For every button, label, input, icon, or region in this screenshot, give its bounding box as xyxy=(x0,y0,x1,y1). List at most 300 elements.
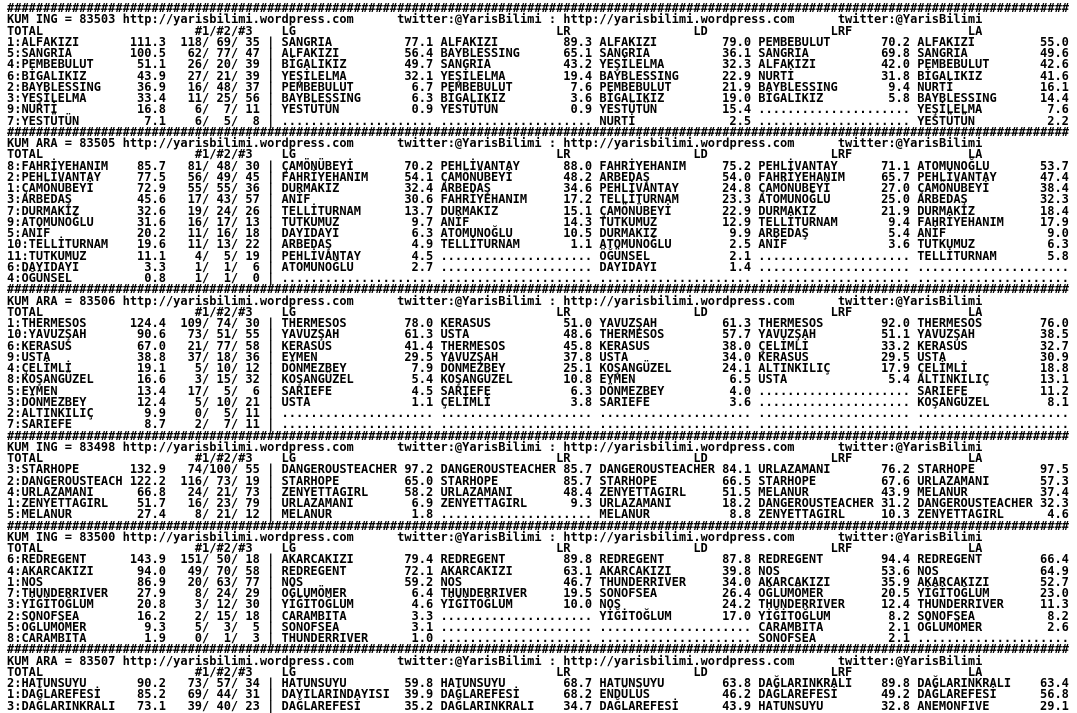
stat-value: 64.9 xyxy=(1040,563,1069,578)
stat-value: 54.1 xyxy=(404,169,434,184)
horse-name: DANGEROUSTEACHER xyxy=(917,496,1033,510)
horse-name: DANGEROUSTEACHER xyxy=(281,462,398,477)
horse-name: KOŞANGÜZEL xyxy=(440,372,513,387)
stat-value: 42.0 xyxy=(881,57,910,72)
horse-name: DAĞLARINKRALI xyxy=(758,676,853,690)
entry-counts: 8/ 24/ 29 xyxy=(180,586,260,600)
column-separator: | xyxy=(267,406,275,420)
horse-name: DAĞLAREFESİ xyxy=(599,698,679,713)
column-separator: | xyxy=(267,57,275,72)
stat-value: 18.8 xyxy=(1040,361,1069,375)
separator-colon: : xyxy=(548,439,557,454)
stat-value: 76.2 xyxy=(881,462,910,477)
entry-counts: 11/ 13/ 22 xyxy=(180,237,260,252)
stat-value: 8.8 xyxy=(729,507,752,522)
column-header-total: TOTAL xyxy=(7,304,44,319)
horse-name: BAYBLESSING xyxy=(758,79,838,94)
column-separator: | xyxy=(267,484,275,499)
stat-value: 6.3 xyxy=(411,91,434,105)
stat-value: 48.4 xyxy=(563,484,593,499)
empty-cell-dots: ..................... xyxy=(599,406,752,420)
entry-rank-name: 1:DAĞLAREFESİ xyxy=(7,687,101,702)
stat-value: 92.0 xyxy=(881,316,910,330)
entry-total: 36.9 xyxy=(137,79,166,94)
stat-value: 53.6 xyxy=(881,563,910,578)
entry-rank-name: 8:KOŞANGÜZEL xyxy=(7,372,94,387)
stat-value: 42.6 xyxy=(1040,57,1069,72)
stat-value: 19.4 xyxy=(563,68,593,83)
empty-cell-dots: ..................... xyxy=(281,417,434,432)
horse-name: THUNDERRIVER xyxy=(599,574,687,589)
horse-name: ZENYETTAGIRL xyxy=(440,496,528,510)
entry-counts: 49/ 70/ 58 xyxy=(180,563,260,578)
horse-name: DANGEROUSTEACHER xyxy=(599,462,715,477)
horse-name: ARBEDAŞ xyxy=(599,169,650,184)
entry-total: 94.0 xyxy=(137,563,166,578)
entry-total: 66.8 xyxy=(137,484,166,499)
stat-value: 24.2 xyxy=(722,597,752,612)
entry-rank-name: 2:DANGEROUSTEACH xyxy=(7,473,123,488)
horse-name: YAVUZŞAH xyxy=(281,327,340,342)
entry-rank-name: 1:ALFAKIZI xyxy=(7,34,80,49)
stat-value: 2.7 xyxy=(411,259,434,274)
stat-value: 89.3 xyxy=(563,34,593,49)
stat-value: 1.8 xyxy=(411,507,434,522)
stat-value: 38.5 xyxy=(1040,327,1069,342)
horse-name: ANİF xyxy=(440,214,470,229)
column-header-lg: LG xyxy=(281,23,296,38)
horse-name: THUNDERRIVER xyxy=(917,597,1004,612)
column-header-lrf: LRF xyxy=(830,23,853,38)
column-header-total: TOTAL xyxy=(7,664,44,679)
column-header-line xyxy=(7,304,1077,319)
stat-value: 77.1 xyxy=(404,34,434,49)
twitter-handle: twitter:@YarisBilimi xyxy=(837,136,983,150)
stats-block xyxy=(7,284,1077,430)
entry-rank-name: 3:DAĞLARINKRALI xyxy=(7,698,116,713)
entry-total: 90.2 xyxy=(137,676,166,690)
stats-block xyxy=(7,518,1077,645)
horse-name: YAVUZŞAH xyxy=(917,327,975,342)
entry-counts: 62/ 77/ 47 xyxy=(180,46,260,60)
horse-name: ARBEDAŞ xyxy=(758,226,809,240)
column-header-ld: LD xyxy=(693,664,708,679)
entry-rank-name: 2:PEHLİVANTAY xyxy=(7,169,101,184)
horse-name: FAHRİYEHANIM xyxy=(440,192,528,207)
horse-name: OĞLUMÖMER xyxy=(281,586,347,600)
column-separator: | xyxy=(267,214,275,229)
entry-total: 86.9 xyxy=(137,574,166,589)
column-header-lrf: LRF xyxy=(830,147,853,162)
horse-name: ÇAMÖNÜBEYİ xyxy=(599,203,672,218)
site-url: http://yarisbilimi.wordpress.com xyxy=(563,12,795,27)
horse-name: YEŞİLELMA xyxy=(599,57,665,72)
horse-name: TELLİTURNAM xyxy=(599,192,679,207)
empty-cell-dots: ..................... xyxy=(440,248,593,263)
horse-name: URLAZAMANI xyxy=(440,484,513,499)
stat-value: 19.0 xyxy=(722,91,752,105)
horse-name: REDREGENT xyxy=(917,552,983,567)
horse-name: ÇAMÖNÜBEYİ xyxy=(758,181,831,195)
horse-name: AKARCAKIZI xyxy=(917,574,990,589)
stat-value: 0.9 xyxy=(570,102,593,117)
stat-value: 13.1 xyxy=(1040,372,1069,387)
entry-rank-name: 5:OĞLUMÖMER xyxy=(7,619,87,634)
stat-value: 97.2 xyxy=(404,462,434,477)
stat-value: 18.2 xyxy=(722,496,752,510)
stat-value: 48.6 xyxy=(563,327,593,342)
empty-cell-dots: ..................... xyxy=(917,406,1069,420)
entry-rank-name: 8:CARAMBITA xyxy=(7,631,87,645)
stat-value: 4.5 xyxy=(411,383,434,398)
column-separator: | xyxy=(267,417,275,432)
entry-rank-name: 9:ATOMUNOĞLU xyxy=(7,214,94,229)
site-url: http://yarisbilimi.wordpress.com xyxy=(122,293,354,308)
stat-value: 2.1 xyxy=(729,248,752,263)
horse-name: FAHRİYEHANIM xyxy=(758,169,845,184)
horse-name: NOS xyxy=(281,574,304,589)
stat-value: 97.5 xyxy=(1040,462,1069,477)
stat-value: 2.2 xyxy=(1047,113,1069,128)
block-header-line xyxy=(7,293,1077,308)
column-separator: | xyxy=(267,102,275,117)
stat-value: 48.2 xyxy=(563,169,593,184)
stat-value: 56.4 xyxy=(404,46,434,60)
column-separator: | xyxy=(267,383,275,398)
column-header-total: TOTAL xyxy=(7,147,44,162)
block-title: KUM ING = 83498 xyxy=(7,439,116,454)
entry-rank-name: 10:TELLİTURNAM xyxy=(7,237,109,252)
horse-name: HATUNSUYU xyxy=(599,676,665,690)
stat-value: 72.1 xyxy=(404,563,434,578)
horse-name: YESTÜTÜN xyxy=(599,102,658,117)
horse-name: MELANUR xyxy=(758,484,809,499)
twitter-handle: twitter:@YarisBilimi xyxy=(397,529,542,544)
horse-name: BİGALIKIZ xyxy=(758,91,824,105)
block-title: KUM ARA = 83507 xyxy=(7,653,116,668)
horse-name: BİGALIKIZ xyxy=(440,91,506,105)
horse-name: ARBEDAŞ xyxy=(440,181,492,195)
divider-line: ################################################################################################################################################### xyxy=(7,642,1070,657)
stat-value: 10.0 xyxy=(563,597,593,612)
horse-name: DURMAKIZ xyxy=(440,203,499,218)
column-header-lr: LR xyxy=(556,304,571,319)
entry-total: 1.9 xyxy=(144,631,166,645)
entry-total: 100.5 xyxy=(129,46,166,60)
horse-name: KERASUS xyxy=(281,338,333,353)
horse-name: USTA xyxy=(758,372,788,387)
stat-value: 32.3 xyxy=(1040,192,1069,207)
stat-value: 10.8 xyxy=(563,372,593,387)
entry-total: 11.1 xyxy=(137,248,166,263)
entry-rank-name: 11:TUTKUMUZ xyxy=(7,248,87,263)
entry-rank-name: 6:DAYIDAYI xyxy=(7,259,80,274)
empty-cell-dots: ..................... xyxy=(281,271,434,285)
stat-value: 53.7 xyxy=(1040,158,1069,173)
column-header-counts: #1/#2/#3 xyxy=(194,664,253,679)
entry-counts: 109/ 74/ 30 xyxy=(180,316,260,330)
entry-total: 67.0 xyxy=(137,338,166,353)
entry-rank-name: 7:DURMAKIZ xyxy=(7,203,80,218)
column-header-lg: LG xyxy=(281,664,296,679)
stat-value: 4.5 xyxy=(411,248,434,263)
empty-cell-dots: ..................... xyxy=(440,417,593,432)
column-header-total: TOTAL xyxy=(7,541,44,555)
stat-value: 3.3 xyxy=(411,608,434,623)
horse-name: ALTINKILIÇ xyxy=(758,361,831,375)
stat-value: 59.2 xyxy=(404,574,434,589)
stat-value: 75.2 xyxy=(722,158,752,173)
site-url: http://yarisbilimi.wordpress.com xyxy=(122,439,354,454)
column-separator: | xyxy=(267,574,275,589)
stat-value: 31.8 xyxy=(881,68,910,83)
column-header-lrf: LRF xyxy=(830,541,853,555)
column-header-lg: LG xyxy=(281,451,296,465)
separator-colon: : xyxy=(548,12,557,27)
section-cell-la xyxy=(917,698,1069,713)
site-url: http://yarisbilimi.wordpress.com xyxy=(563,439,795,454)
horse-name: THERMESOS xyxy=(281,316,347,330)
entry-total: 90.6 xyxy=(137,327,166,342)
section-cell-ld xyxy=(599,698,752,713)
entry-rank-name: 5:SANGRIA xyxy=(7,46,73,60)
horse-name: ÇELİMLİ xyxy=(917,361,968,375)
column-separator: | xyxy=(267,462,275,477)
entry-counts: 118/ 69/ 35 xyxy=(180,34,260,49)
horse-name: ATOMUNOĞLU xyxy=(917,158,990,173)
stat-value: 16.1 xyxy=(1040,79,1069,94)
column-header-ld: LD xyxy=(693,304,708,319)
column-header-lrf: LRF xyxy=(830,451,853,465)
horse-name: SARIEFE xyxy=(599,394,650,409)
stat-value: 78.0 xyxy=(404,316,434,330)
column-separator: | xyxy=(267,631,275,645)
empty-cell-dots: ..................... xyxy=(758,102,910,117)
entry-total: 8.7 xyxy=(144,417,166,432)
horse-name: MELANUR xyxy=(917,484,968,499)
entry-rank-name: 3:DÖNMEZBEY xyxy=(7,394,87,409)
stat-value: 33.2 xyxy=(881,338,910,353)
horse-name: ANEMONFIVE xyxy=(917,698,990,713)
twitter-handle: twitter:@YarisBilimi xyxy=(397,136,542,150)
horse-name: KOŞANGÜZEL xyxy=(599,361,672,375)
column-header-lg: LG xyxy=(281,147,296,162)
horse-name: YEŞİLELMA xyxy=(440,68,506,83)
stat-value: 25.0 xyxy=(881,192,910,207)
stats-block xyxy=(7,3,1077,127)
horse-name: DAYILARINDAYISI xyxy=(281,687,390,702)
horse-name: BİGALIKIZ xyxy=(599,91,665,105)
entry-rank-name: 1:THERMESOS xyxy=(7,316,87,330)
stat-value: 11.3 xyxy=(1040,597,1069,612)
entry-rank-name: 4:URLAZAMANI xyxy=(7,484,94,499)
stat-value: 12.4 xyxy=(881,597,910,612)
horse-name: HATUNSUYU xyxy=(281,676,347,690)
stat-value: 3.6 xyxy=(570,91,593,105)
entry-counts: 69/ 44/ 31 xyxy=(180,687,260,702)
stat-value: 2.1 xyxy=(888,619,910,634)
horse-name: REDREGENT xyxy=(281,563,347,578)
site-url: http://yarisbilimi.wordpress.com xyxy=(122,529,354,544)
stat-value: 26.4 xyxy=(722,586,752,600)
entry-total: 13.4 xyxy=(137,383,166,398)
horse-name: THUNDERRIVER xyxy=(281,631,369,645)
stat-value: 24.1 xyxy=(722,361,752,375)
horse-name: ÇAMÖNÜBEYİ xyxy=(440,169,513,184)
stat-value: 54.0 xyxy=(722,169,752,184)
stat-value: 63.4 xyxy=(1040,676,1069,690)
stat-value: 67.6 xyxy=(881,473,910,488)
horse-name: FAHRİYEHANIM xyxy=(917,214,1004,229)
stat-value: 38.0 xyxy=(722,338,752,353)
column-header-line xyxy=(7,543,1077,554)
stat-value: 34.7 xyxy=(563,698,593,713)
site-url: http://yarisbilimi.wordpress.com xyxy=(563,653,795,668)
column-separator: | xyxy=(267,203,275,218)
horse-name: AKARCAKIZI xyxy=(599,563,672,578)
horse-name: PEMBEBULUT xyxy=(440,79,513,94)
entry-rank-name: 6:REDREGENT xyxy=(7,552,87,567)
stat-value: 4.9 xyxy=(411,237,434,252)
entry-rank-name: 2:BAYBLESSING xyxy=(7,79,101,94)
horse-name: SANGRIA xyxy=(917,46,968,60)
stat-value: 29.5 xyxy=(881,349,910,364)
entry-total: 12.4 xyxy=(137,394,166,409)
stat-value: 32.3 xyxy=(1040,496,1069,510)
stat-value: 56.8 xyxy=(1040,687,1069,702)
stat-value: 68.7 xyxy=(563,676,593,690)
horse-name: URLAZAMANI xyxy=(599,496,672,510)
entry-total: 77.5 xyxy=(137,169,166,184)
stat-value: 51.0 xyxy=(563,316,593,330)
column-header-counts: #1/#2/#3 xyxy=(194,147,253,162)
entry-counts: 73/ 51/ 55 xyxy=(180,327,260,342)
column-separator: | xyxy=(267,496,275,510)
separator-colon: : xyxy=(548,529,557,544)
column-separator: | xyxy=(267,338,275,353)
horse-name: DURMAKIZ xyxy=(758,203,817,218)
stats-block xyxy=(7,124,1077,285)
horse-name: DAĞLAREFESİ xyxy=(917,687,997,702)
stat-value: 21.9 xyxy=(881,203,910,218)
horse-name: THERMESOS xyxy=(599,327,665,342)
stat-value: 23.3 xyxy=(722,192,752,207)
column-header-lr: LR xyxy=(556,541,571,555)
entry-counts: 19/ 24/ 26 xyxy=(180,203,260,218)
horse-name: THERMESOS xyxy=(917,316,983,330)
horse-name: SANGRIA xyxy=(281,34,333,49)
horse-name: SONOFSEA xyxy=(917,608,975,623)
horse-name: KERASUS xyxy=(758,349,809,364)
horse-name: YAVUZŞAH xyxy=(758,327,817,342)
horse-name: AKARCAKIZI xyxy=(758,574,831,589)
horse-name: YİĞİTOĞLUM xyxy=(440,597,513,612)
empty-cell-dots: ..................... xyxy=(440,608,593,623)
stat-value: 14.3 xyxy=(563,214,593,229)
stat-value: 34.6 xyxy=(563,181,593,195)
stat-value: 66.5 xyxy=(722,473,752,488)
column-header-counts: #1/#2/#3 xyxy=(194,541,253,555)
stat-value: 8.2 xyxy=(1047,608,1069,623)
entry-rank-name: 4:PEMBEBULUT xyxy=(7,57,94,72)
horse-name: ÇELİMLİ xyxy=(758,338,809,353)
empty-cell-dots: ..................... xyxy=(440,259,593,274)
horse-name: DAĞLAREFESİ xyxy=(758,687,838,702)
stat-value: 2.6 xyxy=(1047,619,1069,634)
horse-name: DAĞLAREFESİ xyxy=(440,687,520,702)
column-separator: | xyxy=(267,327,275,342)
stat-value: 3.8 xyxy=(570,394,593,409)
column-separator: | xyxy=(267,316,275,330)
entry-total: 111.3 xyxy=(129,34,166,49)
horse-name: PEHLİVANTAY xyxy=(758,158,838,173)
entry-rank-name: 1:NOS xyxy=(7,574,44,589)
horse-name: THUNDERRIVER xyxy=(758,597,845,612)
empty-cell-dots: ..................... xyxy=(758,406,910,420)
column-header-lr: LR xyxy=(556,664,571,679)
column-header-line xyxy=(7,664,1077,679)
column-header-counts: #1/#2/#3 xyxy=(194,451,253,465)
stat-value: 79.0 xyxy=(722,34,752,49)
entry-total: 124.4 xyxy=(129,316,166,330)
stat-value: 89.8 xyxy=(881,676,910,690)
stat-value: 71.1 xyxy=(881,158,910,173)
stat-value: 32.3 xyxy=(722,57,752,72)
horse-name: YESTÜTÜN xyxy=(440,102,499,117)
entry-total: 3.3 xyxy=(144,259,166,274)
column-separator: | xyxy=(267,698,275,713)
horse-name: ÇAMÖNÜBEYİ xyxy=(281,158,354,173)
horse-name: ENDÜLÜS xyxy=(599,687,650,702)
horse-name: KERASUS xyxy=(440,316,492,330)
block-title: KUM ING = 83503 xyxy=(7,12,116,27)
column-separator: | xyxy=(267,237,275,252)
empty-cell-dots: ..................... xyxy=(599,631,752,645)
stat-value: 51.1 xyxy=(881,327,910,342)
block-header-line xyxy=(7,653,1077,668)
stats-block xyxy=(7,644,1077,712)
horse-name: NOS xyxy=(440,574,463,589)
empty-cell-dots: ..................... xyxy=(917,417,1069,432)
stat-value: 79.4 xyxy=(404,552,434,567)
stat-value: 30.6 xyxy=(404,192,434,207)
stat-value: 7.6 xyxy=(1047,102,1069,117)
stats-block xyxy=(7,428,1077,522)
column-header-ld: LD xyxy=(693,23,708,38)
horse-name: ALFAKIZI xyxy=(758,57,817,72)
stat-value: 4.6 xyxy=(1047,507,1069,522)
stat-value: 88.0 xyxy=(563,158,593,173)
stat-value: 35.2 xyxy=(404,698,434,713)
divider-line: ################################################################################################################################################### xyxy=(7,518,1070,533)
column-separator: | xyxy=(267,394,275,409)
empty-cell-dots: ..................... xyxy=(917,631,1069,645)
entry-counts: 0/ 5/ 11 xyxy=(180,406,260,420)
empty-cell-dots: ..................... xyxy=(758,259,910,274)
horse-name: ÇELİMLİ xyxy=(440,394,492,409)
horse-name: NOS xyxy=(917,563,939,578)
entry-rank-name: 2:HATUNSUYU xyxy=(7,676,87,690)
horse-name: PEMBEBULUT xyxy=(281,79,354,94)
entry-total: 9.3 xyxy=(144,619,166,634)
stat-value: 15.1 xyxy=(563,203,593,218)
stat-value: 3.1 xyxy=(411,619,434,634)
horse-name: DÖNMEZBEY xyxy=(440,361,506,375)
entry-rank-name: 10:YAVUZŞAH xyxy=(7,327,87,342)
empty-cell-dots: ..................... xyxy=(758,248,910,263)
column-header-lrf: LRF xyxy=(830,664,853,679)
horse-name: STARHOPE xyxy=(281,473,340,488)
